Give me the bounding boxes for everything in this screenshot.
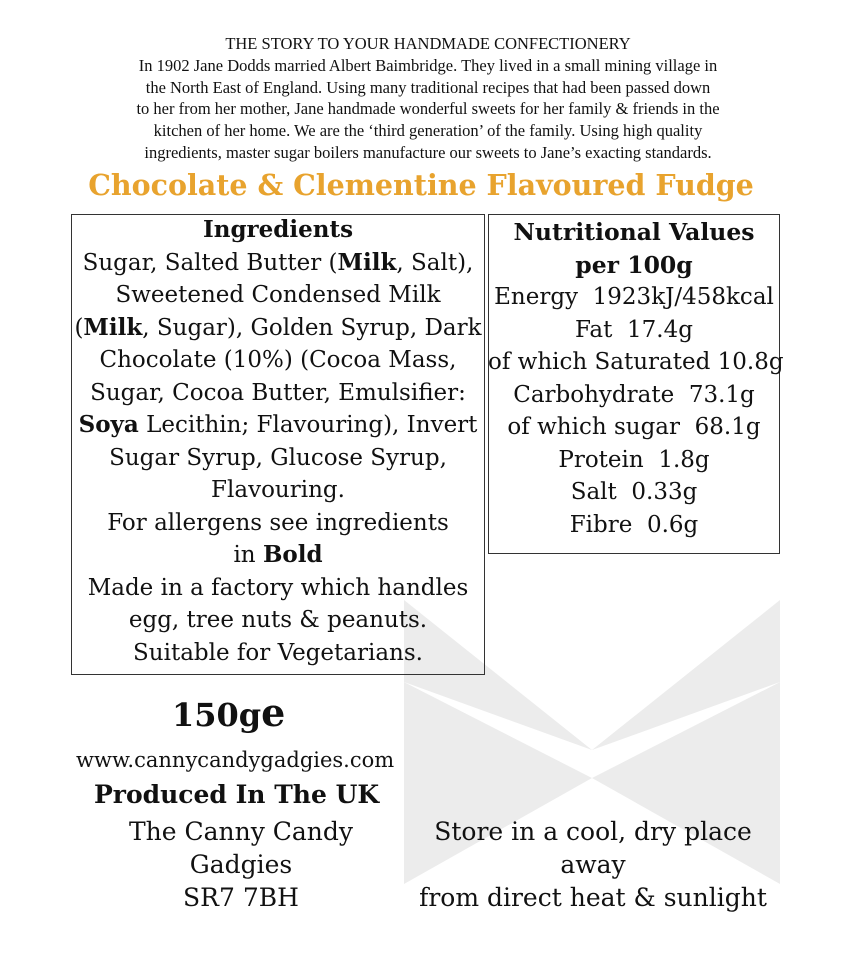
- ingredients-line: Sugar, Cocoa Butter, Emulsifier:: [90, 379, 466, 406]
- story-line: ingredients, master sugar boilers manufacture our sweets to Jane’s exacting standards.: [144, 142, 712, 162]
- nutrition-row: Salt 0.33g: [570, 479, 698, 505]
- nutrition-subheading: per 100g: [575, 250, 693, 279]
- vegetarian-note: Suitable for Vegetarians.: [133, 639, 423, 666]
- net-weight: [172, 690, 285, 735]
- story-line: kitchen of her home. We are the ‘third generation’ of the family. Using high quality: [153, 121, 703, 141]
- storage-line: Store in a cool, dry place away: [434, 817, 752, 879]
- ingredients-line: Sugar, Salted Butter (Milk, Salt),: [82, 248, 474, 276]
- factory-note: Made in a factory which handles: [87, 574, 469, 601]
- storage-line: from direct heat & sunlight: [419, 883, 767, 912]
- nutrition-heading: Nutritional Values: [513, 218, 755, 246]
- nutrition-row: Fat 17.4g: [575, 316, 693, 343]
- allergen-note: For allergens see ingredients: [107, 509, 449, 536]
- allergen-note: in Bold: [233, 541, 323, 568]
- ingredients-line: Soya Lecithin; Flavouring), Invert: [78, 411, 478, 438]
- ingredients-line: Sweetened Condensed Milk: [115, 282, 441, 308]
- nutrition-row: of which sugar 68.1g: [507, 414, 761, 440]
- ingredients-line: (Milk, Sugar), Golden Syrup, Dark: [74, 313, 482, 341]
- story-title: THE STORY TO YOUR HANDMADE CONFECTIONERY: [225, 34, 631, 53]
- postcode: SR7 7BH: [183, 883, 299, 912]
- estimated-sign: e: [261, 690, 286, 735]
- ingredients-line: Flavouring.: [211, 477, 345, 503]
- product-name: Chocolate & Clementine Flavoured Fudge: [88, 168, 754, 202]
- ingredients-line: Sugar Syrup, Glucose Syrup,: [109, 444, 447, 471]
- ingredients-heading: Ingredients: [202, 216, 354, 243]
- nutrition-panel: [488, 216, 784, 541]
- nutrition-row: Protein 1.8g: [558, 446, 710, 473]
- company-name: The Canny Candy Gadgies: [128, 817, 354, 879]
- story-line: the North East of England. Using many traditional recipes that had been passed down: [145, 77, 711, 97]
- nutrition-row: Fibre 0.6g: [569, 511, 699, 538]
- ingredients-panel: [71, 214, 485, 669]
- address: [78, 815, 404, 914]
- storage-instructions: [406, 815, 780, 914]
- factory-note: egg, tree nuts & peanuts.: [128, 607, 428, 633]
- brand-story: [60, 33, 796, 164]
- weight-value: 150g: [172, 696, 262, 734]
- story-line: to her from her mother, Jane handmade wonderful sweets for her family & friends in the: [136, 99, 720, 119]
- story-line: In 1902 Jane Dodds married Albert Baimbridge. They lived in a small mining village in: [138, 55, 718, 75]
- nutrition-row: Energy 1923kJ/458kcal: [494, 284, 774, 310]
- nutrition-row: Carbohydrate 73.1g: [513, 381, 755, 408]
- website: www.cannycandygadgies.com: [76, 748, 395, 772]
- nutrition-row: of which Saturated 10.8g: [488, 349, 784, 375]
- produced-in: Produced In The UK: [94, 780, 380, 809]
- ingredients-line: Chocolate (10%) (Cocoa Mass,: [99, 347, 457, 373]
